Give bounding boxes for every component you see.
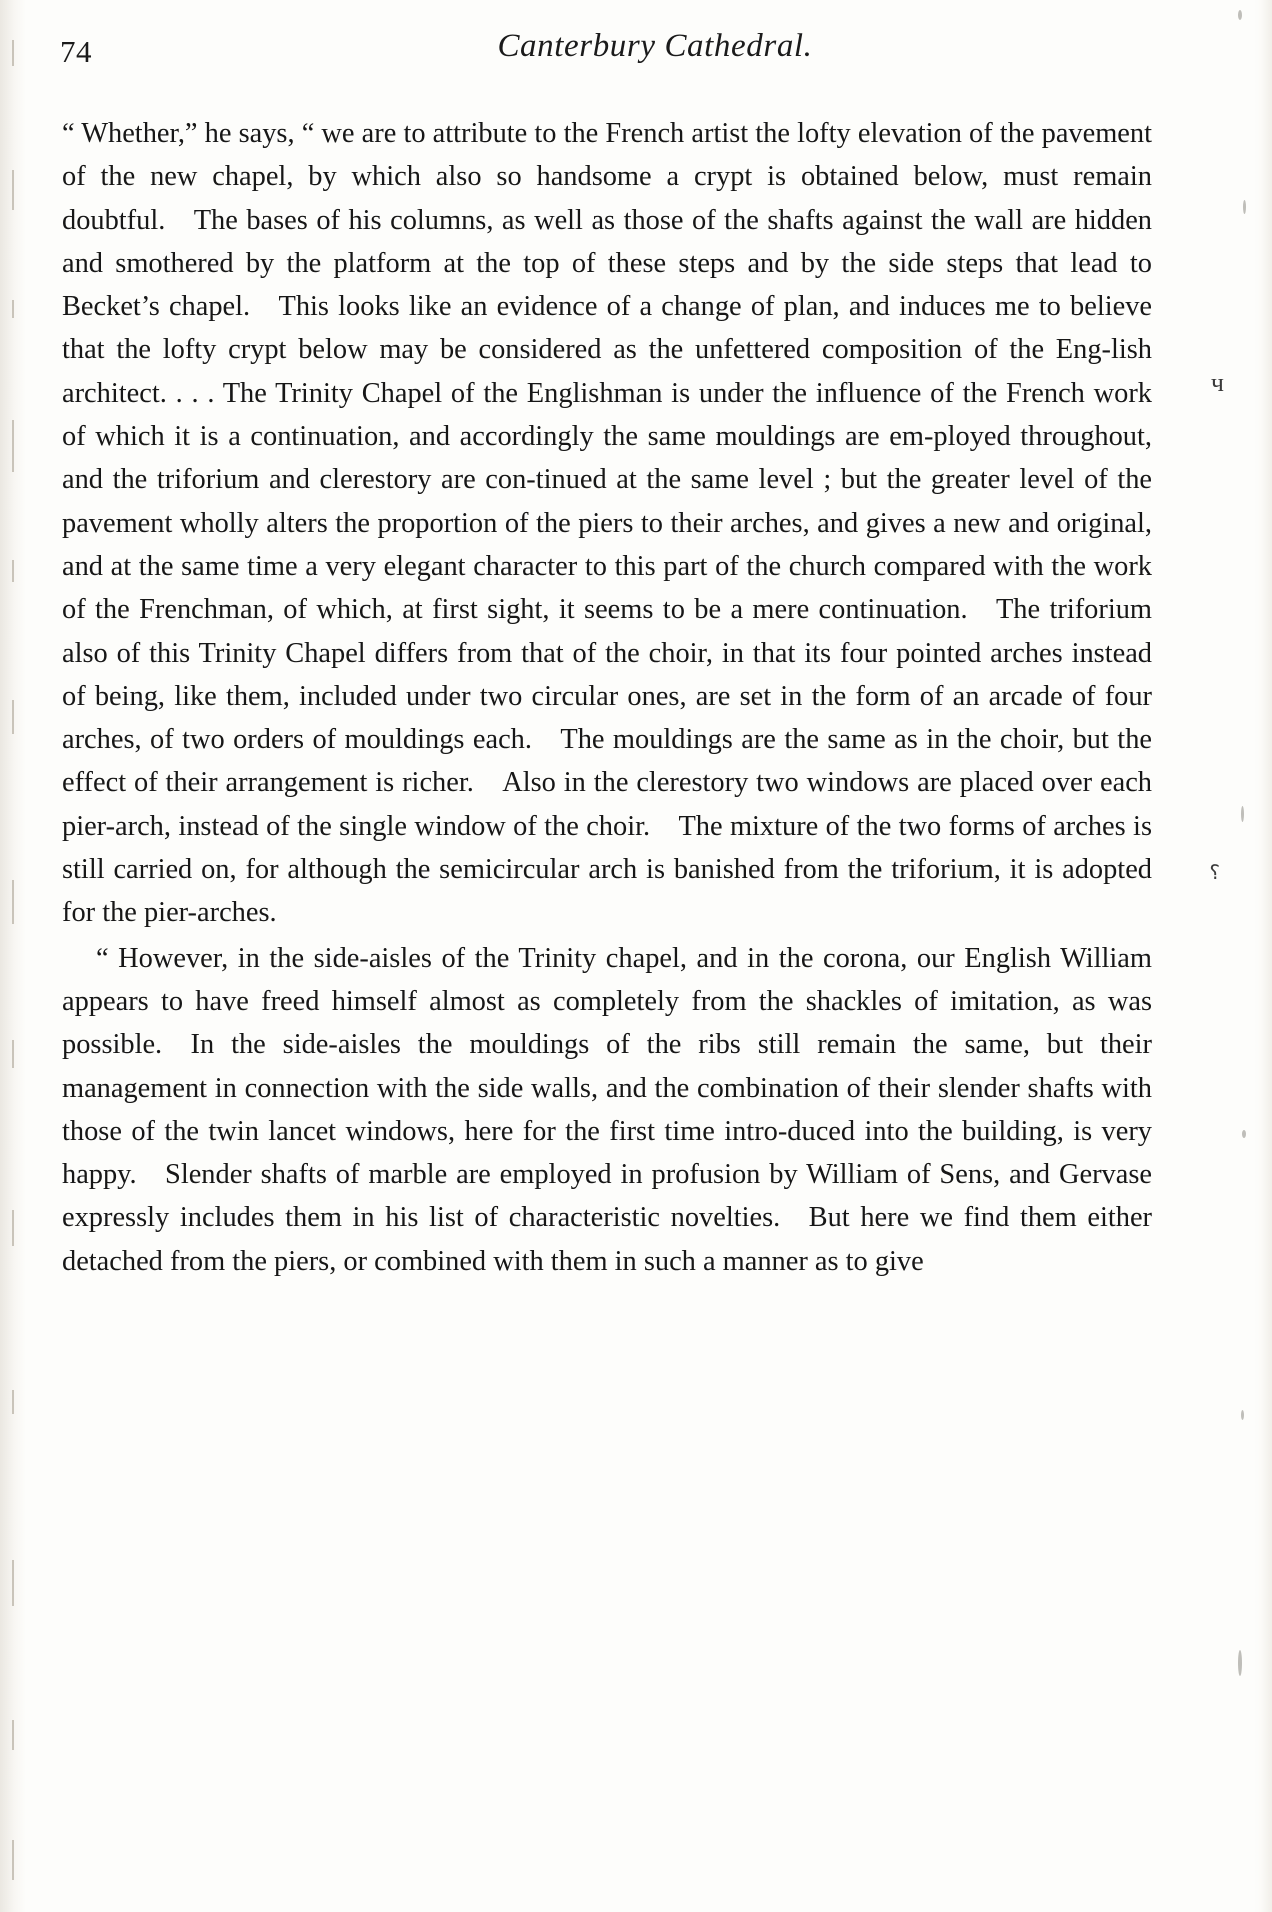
page-header <box>60 28 1210 88</box>
margin-mark-lower: ⸮ <box>1209 862 1220 884</box>
scan-speck <box>1238 10 1242 20</box>
page-body <box>62 112 1152 1283</box>
scan-speck <box>1242 1130 1246 1138</box>
margin-mark-upper: ч <box>1210 368 1224 397</box>
scan-speck <box>1243 200 1246 214</box>
page-edge-shadow-right <box>1254 0 1272 1912</box>
scan-speck <box>1241 806 1244 822</box>
binding-speckles <box>10 0 20 1912</box>
scan-speck <box>1241 1410 1244 1420</box>
scan-speck <box>1238 1650 1242 1676</box>
running-title: Canterbury Cathedral. <box>497 28 813 64</box>
paragraph-1: “ Whether,” he says, “ we are to attribute to the French artist the lofty elevation of the pavement of the new chapel, by which also so handsome a crypt is obtained below, must remain doubtful. The bases of his columns, as well as those of the shafts against the wall are hidden and smothered by the platform at the top of these steps and by the side steps that lead to Becket’s chapel. This looks like an evidence of a change of plan, and induces me to believe that the lofty crypt below may be considered as the unfettered composition of the Eng-lish architect. . . . The Trinity Chapel of the Englishman is under the influence of the French work of which it is a continuation, and accordingly the same mouldings are em-ployed throughout, and the triforium and clerestory are con-tinued at the same level ; but the greater level of the pavement wholly alters the proportion of the piers to their arches, and gives a new and original, and at the same time a very elegant character to this part of the church compared with the work of the Frenchman, of which, at first sight, it seems to be a mere continuation. The triforium also of this Trinity Chapel differs from that of the choir, in that its four pointed arches instead of being, like them, included under two circular ones, are set in the form of an arcade of four arches, of two orders of mouldings each. The mouldings are the same as in the choir, but the effect of their arrangement is richer. Also in the clerestory two windows are placed over each pier-arch, instead of the single window of the choir. The mixture of the two forms of arches is still carried on, for although the semicircular arch is banished from the triforium, it is adopted for the pier-arches. <box>62 118 1152 929</box>
paragraph-2: “ However, in the side-aisles of the Trinity chapel, and in the corona, our English William appears to have freed himself almost as completely from the shackles of imitation, as was possible. In the side-aisles the mouldings of the ribs still remain the same, but their management in connection with the side walls, and the combination of their slender shafts with those of the twin lancet windows, here for the first time intro-duced into the building, is very happy. Slender shafts of marble are employed in profusion by William of Sens, and Gervase expressly includes them in his list of characteristic novelties. But here we find them either detached from the piers, or combined with them in such a manner as to give <box>62 942 1152 1277</box>
page-number: 74 <box>60 34 92 69</box>
